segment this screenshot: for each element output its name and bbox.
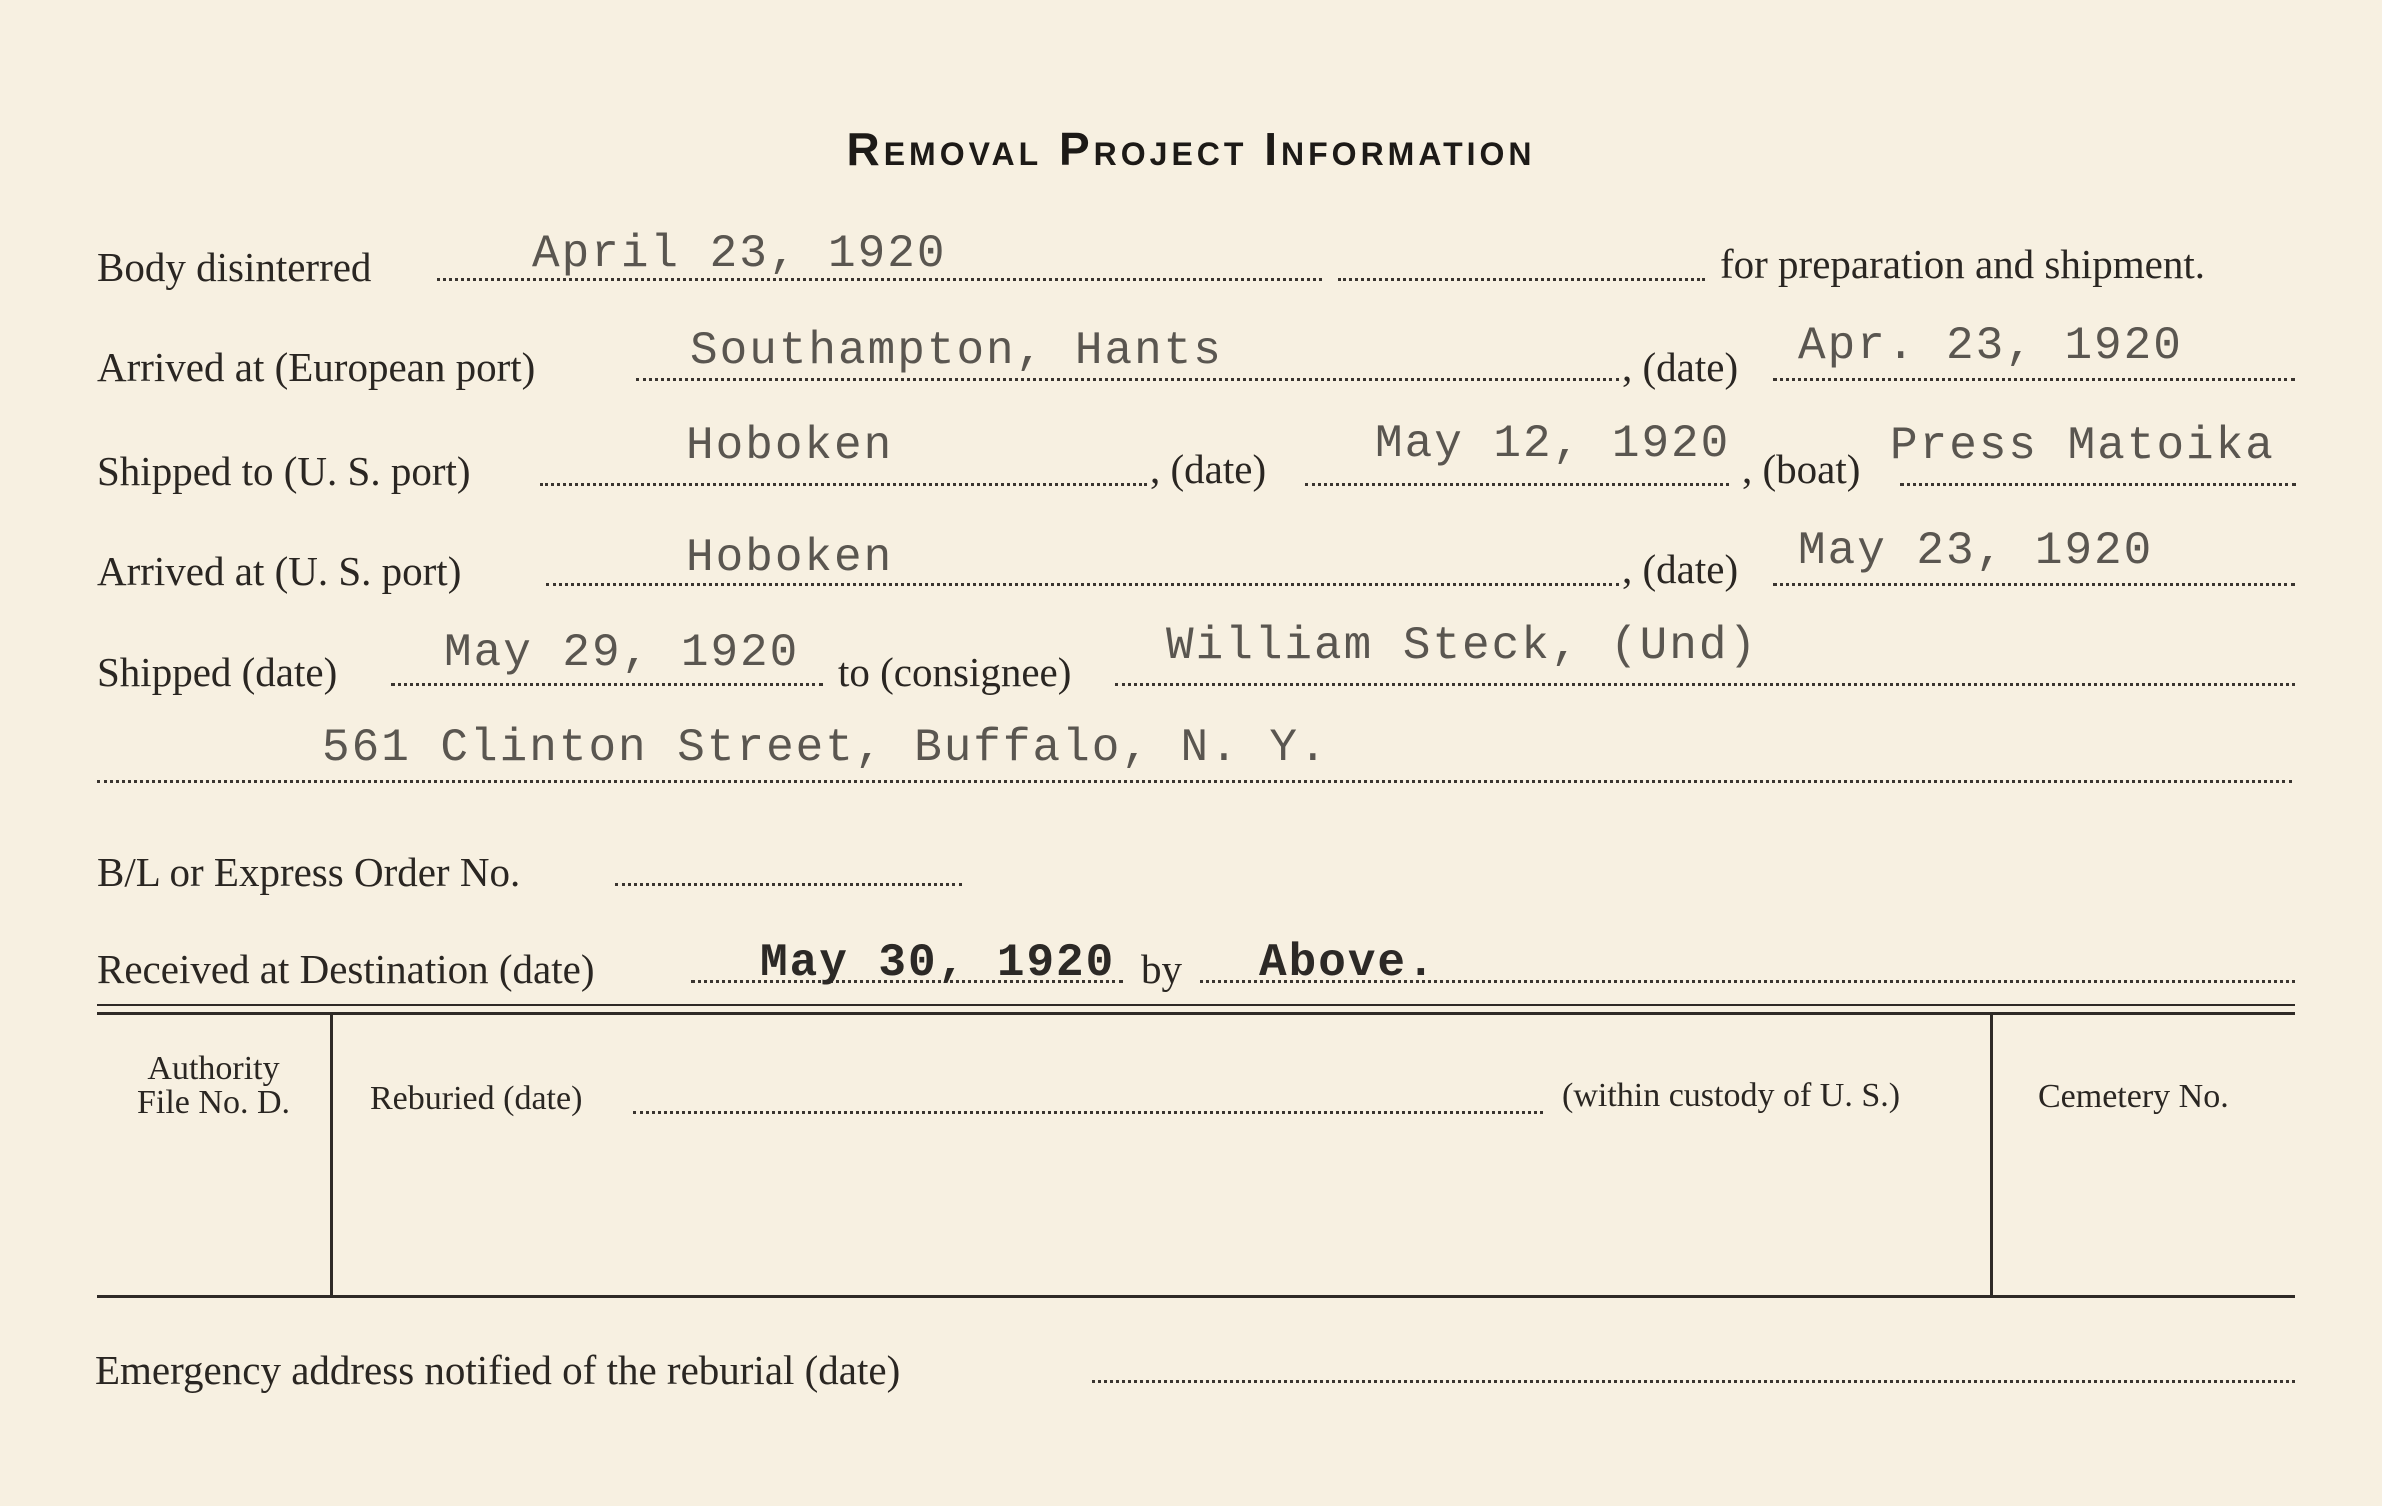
consignee-label: to (consignee) <box>838 649 1072 695</box>
shipped-date-label: Shipped (date) <box>97 649 338 695</box>
bl-order-label: B/L or Express Order No. <box>97 849 521 895</box>
body-disinterred-label: Body disinterred <box>97 244 372 290</box>
received-by-value: Above. <box>1259 937 1437 989</box>
us-port-shipped-value: Hoboken <box>686 420 894 472</box>
boat-value: Press Matoika <box>1890 420 2275 472</box>
double-rule-top <box>97 1004 2295 1006</box>
us-port-shipped-date-value: May 12, 1920 <box>1375 418 1731 470</box>
us-port-arrived-date-value: May 23, 1920 <box>1798 525 2154 577</box>
us-port-shipped-line <box>540 483 1147 486</box>
address-line <box>97 780 2292 783</box>
card-title: Removal Project Information <box>846 123 1536 175</box>
received-by-label: by <box>1141 946 1182 992</box>
box-divider-right <box>1990 1015 1993 1295</box>
european-port-line <box>636 378 1619 381</box>
european-date-value: Apr. 23, 1920 <box>1798 320 2183 372</box>
received-destination-value: May 30, 1920 <box>760 937 1116 989</box>
boat-line <box>1900 483 2296 486</box>
us-port-arrived-date-line <box>1773 583 2295 586</box>
consignee-value: William Steck, (Und) <box>1166 620 1759 672</box>
reburied-label: Reburied (date) <box>370 1080 583 1117</box>
us-port-arrived-value: Hoboken <box>686 532 894 584</box>
consignee-address: 561 Clinton Street, Buffalo, N. Y. <box>322 722 1329 774</box>
consignee-line <box>1115 683 2295 686</box>
authority-label-2: File No. D. <box>137 1084 290 1121</box>
shipped-date-line <box>391 683 823 686</box>
emergency-address-line <box>1092 1380 2295 1383</box>
cemetery-label: Cemetery No. <box>2038 1078 2229 1115</box>
double-rule-bottom <box>97 1012 2295 1015</box>
european-port-value: Southampton, Hants <box>690 325 1223 377</box>
authority-label-1: Authority <box>147 1050 280 1087</box>
us-port-arrived-date-label: , (date) <box>1622 546 1739 592</box>
received-destination-label: Received at Destination (date) <box>97 946 595 992</box>
reburied-line <box>633 1111 1543 1114</box>
us-port-shipped-date-line <box>1305 483 1729 486</box>
us-port-shipped-date-label: , (date) <box>1150 446 1267 492</box>
box-bottom-rule <box>97 1295 2295 1298</box>
shipped-date-value: May 29, 1920 <box>444 627 800 679</box>
european-port-label: Arrived at (European port) <box>97 344 536 390</box>
preparation-shipment-label: for preparation and shipment. <box>1720 241 2206 287</box>
bl-order-line <box>615 883 962 886</box>
emergency-address-label: Emergency address notified of the reburial (date) <box>95 1347 901 1393</box>
us-port-arrived-label: Arrived at (U. S. port) <box>97 548 462 594</box>
body-disinterred-value: April 23, 1920 <box>532 228 947 280</box>
body-disinterred-line-2 <box>1338 278 1705 281</box>
european-date-line <box>1773 378 2295 381</box>
boat-label: , (boat) <box>1742 446 1861 492</box>
box-divider-left <box>330 1015 333 1295</box>
european-date-label: , (date) <box>1622 344 1739 390</box>
custody-label: (within custody of U. S.) <box>1562 1077 1901 1114</box>
us-port-shipped-label: Shipped to (U. S. port) <box>97 448 471 494</box>
